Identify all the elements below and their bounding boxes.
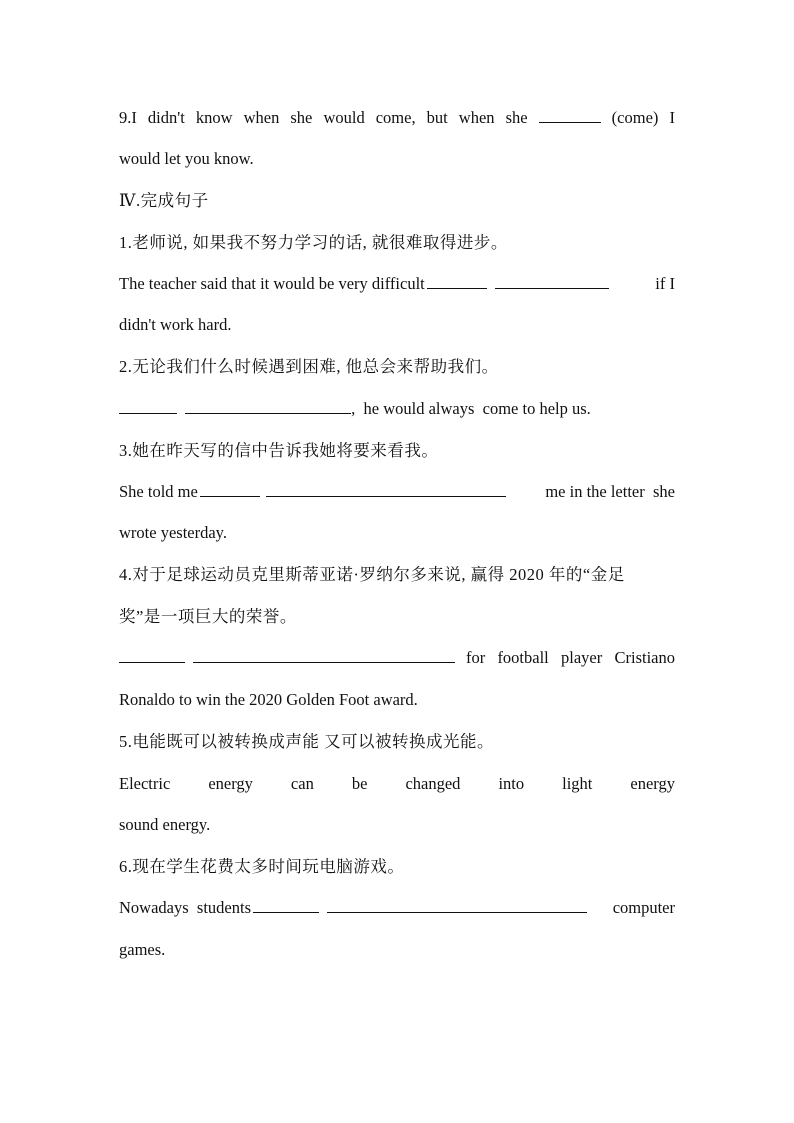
word: energy bbox=[208, 774, 253, 793]
answer-blank[interactable] bbox=[427, 273, 487, 289]
word: 9.I bbox=[119, 108, 137, 127]
item-6-chinese: 6.现在学生花费太多时间玩电脑游戏。 bbox=[119, 857, 405, 876]
item-4-english-line-1 bbox=[119, 647, 675, 669]
sentence-text: She told me bbox=[119, 482, 198, 501]
item-5-english-line-2: sound energy. bbox=[119, 815, 211, 834]
word: she bbox=[290, 108, 313, 127]
word: when bbox=[243, 108, 280, 127]
word: didn't bbox=[147, 108, 185, 127]
item-6-left bbox=[119, 897, 587, 919]
item-6-english-line-2: games. bbox=[119, 940, 166, 959]
item-3-english-line-2: wrote yesterday. bbox=[119, 523, 227, 542]
word: can bbox=[290, 774, 314, 793]
answer-blank[interactable] bbox=[253, 897, 319, 913]
item-1-chinese: 1.老师说, 如果我不努力学习的话, 就很难取得进步。 bbox=[119, 233, 508, 252]
answer-blank[interactable] bbox=[266, 481, 506, 497]
word: Electric bbox=[119, 774, 171, 793]
word: light bbox=[562, 774, 593, 793]
sentence-text: for football player Cristiano bbox=[465, 648, 675, 667]
item-2-english-line-1 bbox=[119, 398, 675, 420]
word: (come) bbox=[611, 108, 659, 127]
item-4-chinese-line-2: 奖”是一项巨大的荣誉。 bbox=[119, 607, 297, 626]
word: when bbox=[458, 108, 495, 127]
item-5-chinese: 5.电能既可以被转换成声能 又可以被转换成光能。 bbox=[119, 732, 494, 751]
sentence-text: if I bbox=[655, 274, 675, 293]
answer-blank[interactable] bbox=[119, 647, 185, 663]
answer-blank[interactable] bbox=[327, 897, 587, 913]
item-1-english-line-1 bbox=[119, 273, 675, 295]
sentence-text: , he would always come to help us. bbox=[351, 399, 591, 418]
sentence-text: computer bbox=[612, 898, 675, 917]
item-1-english-line-2: didn't work hard. bbox=[119, 315, 232, 334]
item-1-left bbox=[119, 273, 609, 295]
word: energy bbox=[630, 774, 675, 793]
item-2-chinese: 2.无论我们什么时候遇到困难, 他总会来帮助我们。 bbox=[119, 357, 499, 376]
item-4-left bbox=[119, 647, 455, 669]
section-title: Ⅳ.完成句子 bbox=[119, 191, 209, 210]
answer-blank[interactable] bbox=[495, 273, 609, 289]
item-5-english-line-1 bbox=[119, 773, 675, 795]
word: know bbox=[195, 108, 233, 127]
answer-blank[interactable] bbox=[185, 398, 351, 414]
word: would bbox=[323, 108, 365, 127]
word: be bbox=[351, 774, 368, 793]
sentence-text: me in the letter she bbox=[545, 482, 675, 501]
item-6-english-line-1 bbox=[119, 897, 675, 919]
word: she bbox=[505, 108, 528, 127]
answer-blank[interactable] bbox=[200, 481, 260, 497]
answer-blank[interactable] bbox=[539, 107, 601, 123]
sentence-text: The teacher said that it would be very difficult bbox=[119, 274, 425, 293]
item-3-chinese: 3.她在昨天写的信中告诉我她将要来看我。 bbox=[119, 441, 439, 460]
q9-line-2: would let you know. bbox=[119, 149, 254, 168]
word: into bbox=[498, 774, 525, 793]
word: come, bbox=[375, 108, 416, 127]
word: but bbox=[426, 108, 448, 127]
item-3-left bbox=[119, 481, 506, 503]
item-4-chinese-line-1: 4.对于足球运动员克里斯蒂亚诺·罗纳尔多来说, 赢得 2020 年的“金足 bbox=[119, 565, 625, 584]
word: I bbox=[669, 108, 675, 127]
q9-line-1 bbox=[119, 107, 675, 129]
answer-blank[interactable] bbox=[119, 398, 177, 414]
item-4-english-line-2: Ronaldo to win the 2020 Golden Foot award. bbox=[119, 690, 418, 709]
item-3-english-line-1 bbox=[119, 481, 675, 503]
answer-blank[interactable] bbox=[193, 647, 455, 663]
sentence-text: Nowadays students bbox=[119, 898, 251, 917]
word: changed bbox=[405, 774, 461, 793]
